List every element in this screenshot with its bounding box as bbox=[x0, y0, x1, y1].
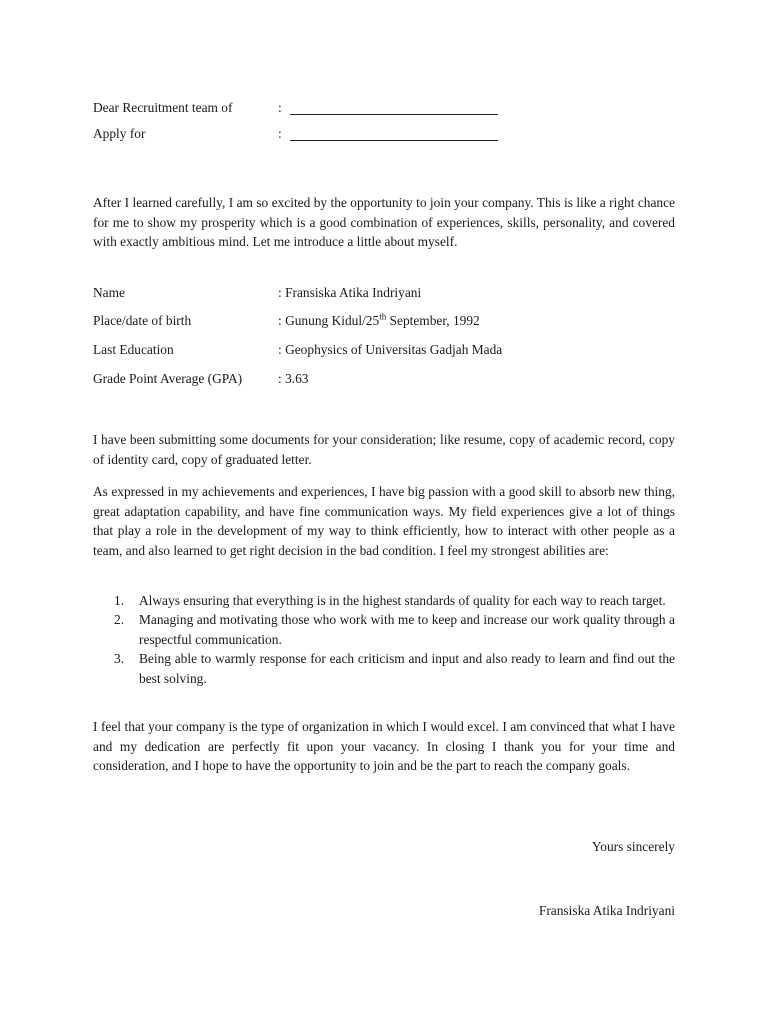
gpa-value: : 3.63 bbox=[278, 371, 309, 386]
gpa-row bbox=[93, 371, 675, 391]
education-value: : Geophysics of Universitas Gadjah Mada bbox=[278, 342, 503, 357]
apply-blank-line bbox=[290, 140, 498, 141]
education-label: Last Education bbox=[93, 342, 174, 357]
list-item-text: Being able to warmly response for each criticism and input and also ready to learn and find out the best solving. bbox=[139, 651, 675, 686]
list-item bbox=[93, 649, 675, 688]
birth-label: Place/date of birth bbox=[93, 313, 192, 328]
name-value: : Fransiska Atika Indriyani bbox=[278, 285, 422, 300]
list-item bbox=[93, 610, 675, 649]
list-item-number: 1. bbox=[114, 593, 125, 608]
name-row bbox=[93, 285, 675, 305]
abilities-intro-paragraph: As expressed in my achievements and experiences, I have big passion with a good skill to absorb new thing, great adaptation capability, and have fine communication ways. My field experiences give a lot of things that play a role in the development of my way to think efficiently, how to interact with other people as a team, and also learned to get right decision in the bad condition. I feel my strongest abilities are: bbox=[93, 484, 675, 558]
documents-paragraph: I have been submitting some documents for your consideration; like resume, copy of academic record, copy of identity card, copy of graduated letter. bbox=[93, 432, 675, 467]
gpa-label: Grade Point Average (GPA) bbox=[93, 371, 243, 386]
abilities-list bbox=[93, 591, 675, 688]
recipient-label: Dear Recruitment team of bbox=[93, 100, 233, 115]
signature-name: Fransiska Atika Indriyani bbox=[538, 903, 675, 918]
apply-label: Apply for bbox=[93, 126, 146, 141]
list-item-number: 2. bbox=[114, 612, 125, 628]
apply-colon: : bbox=[278, 126, 282, 141]
closing-paragraph: I feel that your company is the type of organization in which I would excel. I am convinced that what I have and my dedication are perfectly fit upon your vacancy. In closing I thank you for your time and consideration, and I hope to have the opportunity to join and be the part to reach the company goals. bbox=[93, 719, 675, 774]
sign-off: Yours sincerely bbox=[591, 839, 675, 854]
birth-value bbox=[278, 313, 480, 329]
birth-value-suffix: September, 1992 bbox=[386, 313, 480, 328]
name-label: Name bbox=[93, 285, 125, 300]
recipient-colon: : bbox=[278, 100, 282, 115]
apply-row bbox=[93, 126, 513, 146]
recipient-row bbox=[93, 100, 513, 120]
intro-paragraph: After I learned carefully, I am so excited by the opportunity to join your company. This is like a right chance for me to show my prosperity which is a good combination of experiences, skills, personality, and covered with exactly ambitious mind. Let me introduce a little about myself. bbox=[93, 195, 675, 250]
list-item-text: Managing and motivating those who work with me to keep and increase our work quality through a respectful communication. bbox=[139, 612, 675, 647]
list-item-number: 3. bbox=[114, 651, 125, 667]
education-row bbox=[93, 342, 675, 362]
list-item bbox=[93, 591, 675, 610]
list-item-text: Always ensuring that everything is in the highest standards of quality for each way to reach target. bbox=[139, 593, 666, 608]
recipient-blank-line bbox=[290, 114, 498, 115]
birth-value-prefix: : Gunung Kidul/25 bbox=[278, 313, 380, 328]
birth-value-ordinal: th bbox=[379, 311, 387, 322]
birth-row bbox=[93, 313, 675, 333]
